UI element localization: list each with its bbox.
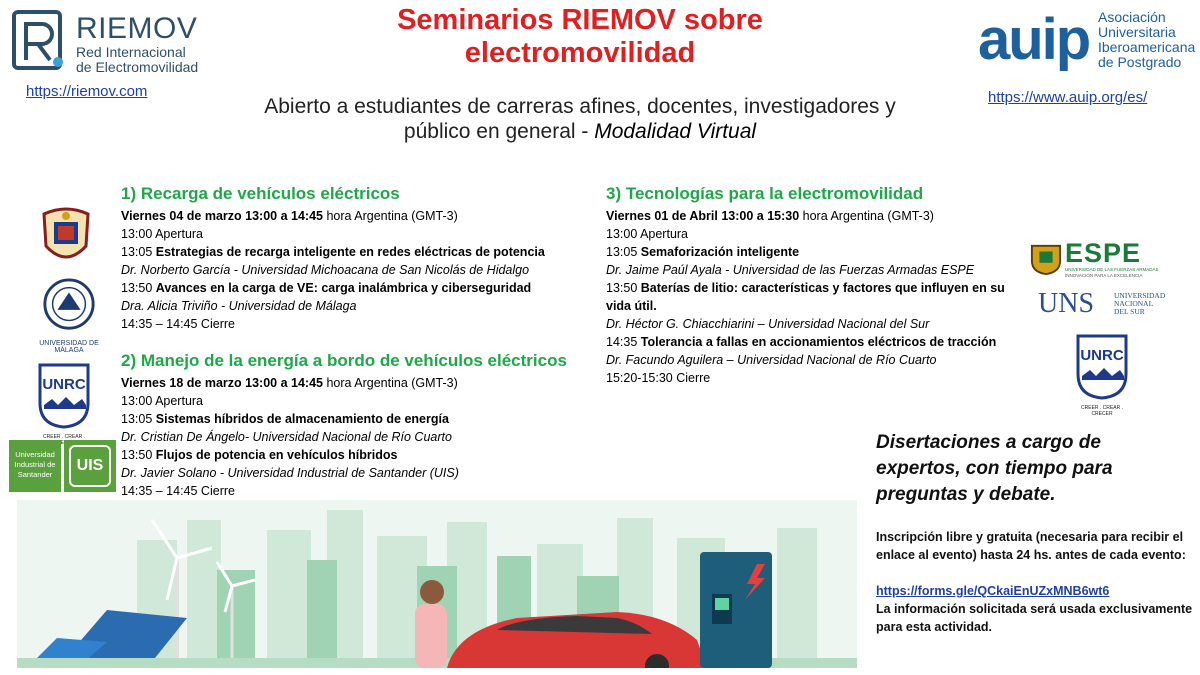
speaker: Dr. Cristian De Ángelo- Universidad Nacional de Río Cuarto xyxy=(121,430,452,444)
uns-logo xyxy=(1036,288,1170,322)
seminar-1-talk-1 xyxy=(121,243,591,261)
seminar-3-date: Viernes 01 de Abril 13:00 a 15:30 xyxy=(606,209,800,223)
riemov-name: RIEMOV xyxy=(76,12,198,45)
seminar-1-heading: 1) Recarga de vehículos eléctricos xyxy=(121,184,400,203)
talk-title: Flujos de potencia en vehículos híbridos xyxy=(155,448,398,462)
espe-name: ESPE xyxy=(1065,238,1142,268)
seminar-3-date-line xyxy=(606,207,1026,225)
riemov-logo xyxy=(10,8,200,78)
page-subtitle xyxy=(230,94,930,144)
seminar-3-heading: 3) Tecnologías para la electromovilidad xyxy=(606,184,924,203)
talk-time: 13:05 xyxy=(606,245,641,259)
uis-mark: UIS xyxy=(69,445,111,487)
umich-seal-icon xyxy=(38,206,94,270)
auip-letters: auip xyxy=(978,7,1090,72)
seminar-1-speaker-2 xyxy=(121,297,591,315)
title-line2: electromovilidad xyxy=(464,37,696,69)
speaker: Dr. Jaime Paúl Ayala - Universidad de las Fuerzas Armadas ESPE xyxy=(606,263,975,277)
auip-line2: Universitaria xyxy=(1098,24,1176,40)
registration-info xyxy=(876,528,1194,636)
speaker: Dr. Norberto García - Universidad Michoacana de San Nicolás de Hidalgo xyxy=(121,263,530,277)
title-line1: Seminarios RIEMOV sobre xyxy=(397,4,763,36)
espe-tagline: INNOVACIÓN PARA LA EXCELENCIA xyxy=(1065,273,1143,278)
speaker: Dr. Héctor G. Chiacchiarini – Universidad Nacional del Sur xyxy=(606,317,930,331)
registration-form-link[interactable]: https://forms.gle/QCkaiEnUZxMNB6wt6 xyxy=(876,584,1110,598)
speaker: Dr. Javier Solano - Universidad Industrial de Santander (UIS) xyxy=(121,466,459,480)
uis-line3: Santander xyxy=(17,470,53,479)
talk-time: 13:05 xyxy=(121,245,156,259)
unrc-text: UNRC xyxy=(1080,347,1124,364)
uis-logo xyxy=(9,440,116,492)
uns-caption-3: DEL SUR xyxy=(1114,307,1145,316)
seminar-1 xyxy=(121,183,591,333)
seminar-2-speaker-2 xyxy=(121,464,591,482)
seminar-3-talk-2 xyxy=(606,279,1026,315)
uis-right-panel xyxy=(64,440,116,492)
seminar-1-closing: 14:35 – 14:45 Cierre xyxy=(121,317,235,331)
seminar-2-speaker-1 xyxy=(121,428,591,446)
speaker: Dr. Facundo Aguilera – Universidad Nacional de Río Cuarto xyxy=(606,353,937,367)
talk-title: Tolerancia a fallas en accionamientos eléctricos de tracción xyxy=(640,335,997,349)
auip-line4: de Postgrado xyxy=(1098,54,1182,70)
charging-station-icon xyxy=(700,552,772,668)
experts-callout xyxy=(876,430,1176,508)
seminar-3-tz: hora Argentina (GMT-3) xyxy=(799,209,934,223)
uns-caption-1: UNIVERSIDAD xyxy=(1114,291,1166,300)
electromobility-illustration xyxy=(17,500,857,668)
auip-logo xyxy=(978,2,1200,84)
seminar-2 xyxy=(121,350,591,500)
callout-line1: Disertaciones a cargo de xyxy=(876,432,1101,453)
seminar-3-talk-3 xyxy=(606,333,1026,351)
seminar-2-tz: hora Argentina (GMT-3) xyxy=(322,376,458,390)
unrc-logo-left xyxy=(38,363,90,439)
espe-logo xyxy=(1030,240,1162,278)
uns-name: UNS xyxy=(1038,288,1095,319)
uns-caption xyxy=(1114,292,1165,316)
page-title xyxy=(300,4,860,70)
unrc-shield-icon xyxy=(1076,334,1128,400)
malaga-logo xyxy=(24,277,114,354)
talk-time: 13:05 xyxy=(121,412,156,426)
auip-text xyxy=(1098,10,1195,70)
auip-link[interactable]: https://www.auip.org/es/ xyxy=(988,89,1148,106)
riemov-sub-line1: Red Internacional xyxy=(76,44,186,60)
seminar-1-speaker-1 xyxy=(121,261,591,279)
unrc-shield-icon xyxy=(38,363,90,429)
seminar-2-date: Viernes 18 de marzo 13:00 a 14:45 xyxy=(121,376,323,390)
talk-time: 13:50 xyxy=(121,448,156,462)
seminar-2-talk-1 xyxy=(121,410,591,428)
registration-note: La información solicitada será usada exclusivamente para esta actividad. xyxy=(876,602,1193,634)
espe-caption: UNIVERSIDAD DE LAS FUERZAS ARMADAS xyxy=(1065,267,1159,272)
seminar-1-opening: 13:00 Apertura xyxy=(121,227,204,241)
seminar-3-talk-1 xyxy=(606,243,1026,261)
malaga-seal-icon xyxy=(24,277,114,333)
talk-title: Sistemas híbridos de almacenamiento de energía xyxy=(155,412,449,426)
talk-title: Avances en la carga de VE: carga inalámbrica y ciberseguridad xyxy=(155,281,532,295)
uns-caption-2: NACIONAL xyxy=(1114,299,1154,308)
uis-line1: Universidad xyxy=(15,450,55,459)
auip-line1: Asociación xyxy=(1098,9,1166,25)
subtitle-line2: público en general - xyxy=(403,120,595,143)
seminar-3-speaker-2 xyxy=(606,315,1026,333)
unrc-text: UNRC xyxy=(42,376,86,393)
uis-left-panel xyxy=(9,440,61,492)
espe-crest-icon xyxy=(1030,242,1062,276)
unrc-caption: CREER . CREAR . xyxy=(43,434,85,440)
speaker: Dra. Alicia Triviño - Universidad de Málaga xyxy=(121,299,357,313)
seminar-2-date-line xyxy=(121,374,591,392)
talk-title: Semaforización inteligente xyxy=(640,245,800,259)
seminar-2-closing: 14:35 – 14:45 Cierre xyxy=(121,484,235,498)
riemov-sub-line2: de Electromovilidad xyxy=(76,59,199,75)
unrc-caption: CREER . CREAR . CRECER xyxy=(1081,405,1123,417)
seminar-3 xyxy=(606,183,1026,387)
unrc-logo-right xyxy=(1076,334,1128,417)
seminar-2-talk-2 xyxy=(121,446,591,464)
seminar-3-closing: 15:20-15:30 Cierre xyxy=(606,371,711,385)
subtitle-mode: Modalidad Virtual xyxy=(594,120,757,143)
malaga-caption: UNIVERSIDAD DE MÁLAGA xyxy=(39,340,99,354)
riemov-link[interactable]: https://riemov.com xyxy=(26,83,148,100)
seminar-1-date: Viernes 04 de marzo 13:00 a 14:45 xyxy=(121,209,323,223)
callout-line3: preguntas y debate. xyxy=(876,484,1056,505)
seminar-1-talk-2 xyxy=(121,279,591,297)
talk-title: Estrategias de recarga inteligente en redes eléctricas de potencia xyxy=(155,245,545,259)
seminar-1-date-line xyxy=(121,207,591,225)
talk-time: 14:35 xyxy=(606,335,641,349)
registration-text: Inscripción libre y gratuita (necesaria para recibir el enlace al evento) hasta 24 hs. antes de cada evento: xyxy=(876,530,1186,562)
seminar-3-speaker-3 xyxy=(606,351,1026,369)
seminar-3-opening: 13:00 Apertura xyxy=(606,227,689,241)
callout-line2: expertos, con tiempo para xyxy=(876,458,1113,479)
uis-line2: Industrial de xyxy=(14,460,56,469)
subtitle-line2-wrap xyxy=(230,119,930,144)
seminar-2-opening: 13:00 Apertura xyxy=(121,394,204,408)
talk-time: 13:50 xyxy=(606,281,641,295)
riemov-subtitle xyxy=(76,45,198,75)
seminar-2-heading: 2) Manejo de la energía a bordo de vehículos eléctricos xyxy=(121,351,567,370)
seminar-3-speaker-1 xyxy=(606,261,1026,279)
auip-line3: Iberoamericana xyxy=(1098,39,1196,55)
riemov-mark-icon xyxy=(10,8,68,72)
subtitle-line1: Abierto a estudiantes de carreras afines, docentes, investigadores y xyxy=(264,95,896,118)
seminar-1-tz: hora Argentina (GMT-3) xyxy=(322,209,458,223)
talk-title: Baterías de litio: características y factores que influyen en su vida útil. xyxy=(606,281,1005,313)
talk-time: 13:50 xyxy=(121,281,156,295)
